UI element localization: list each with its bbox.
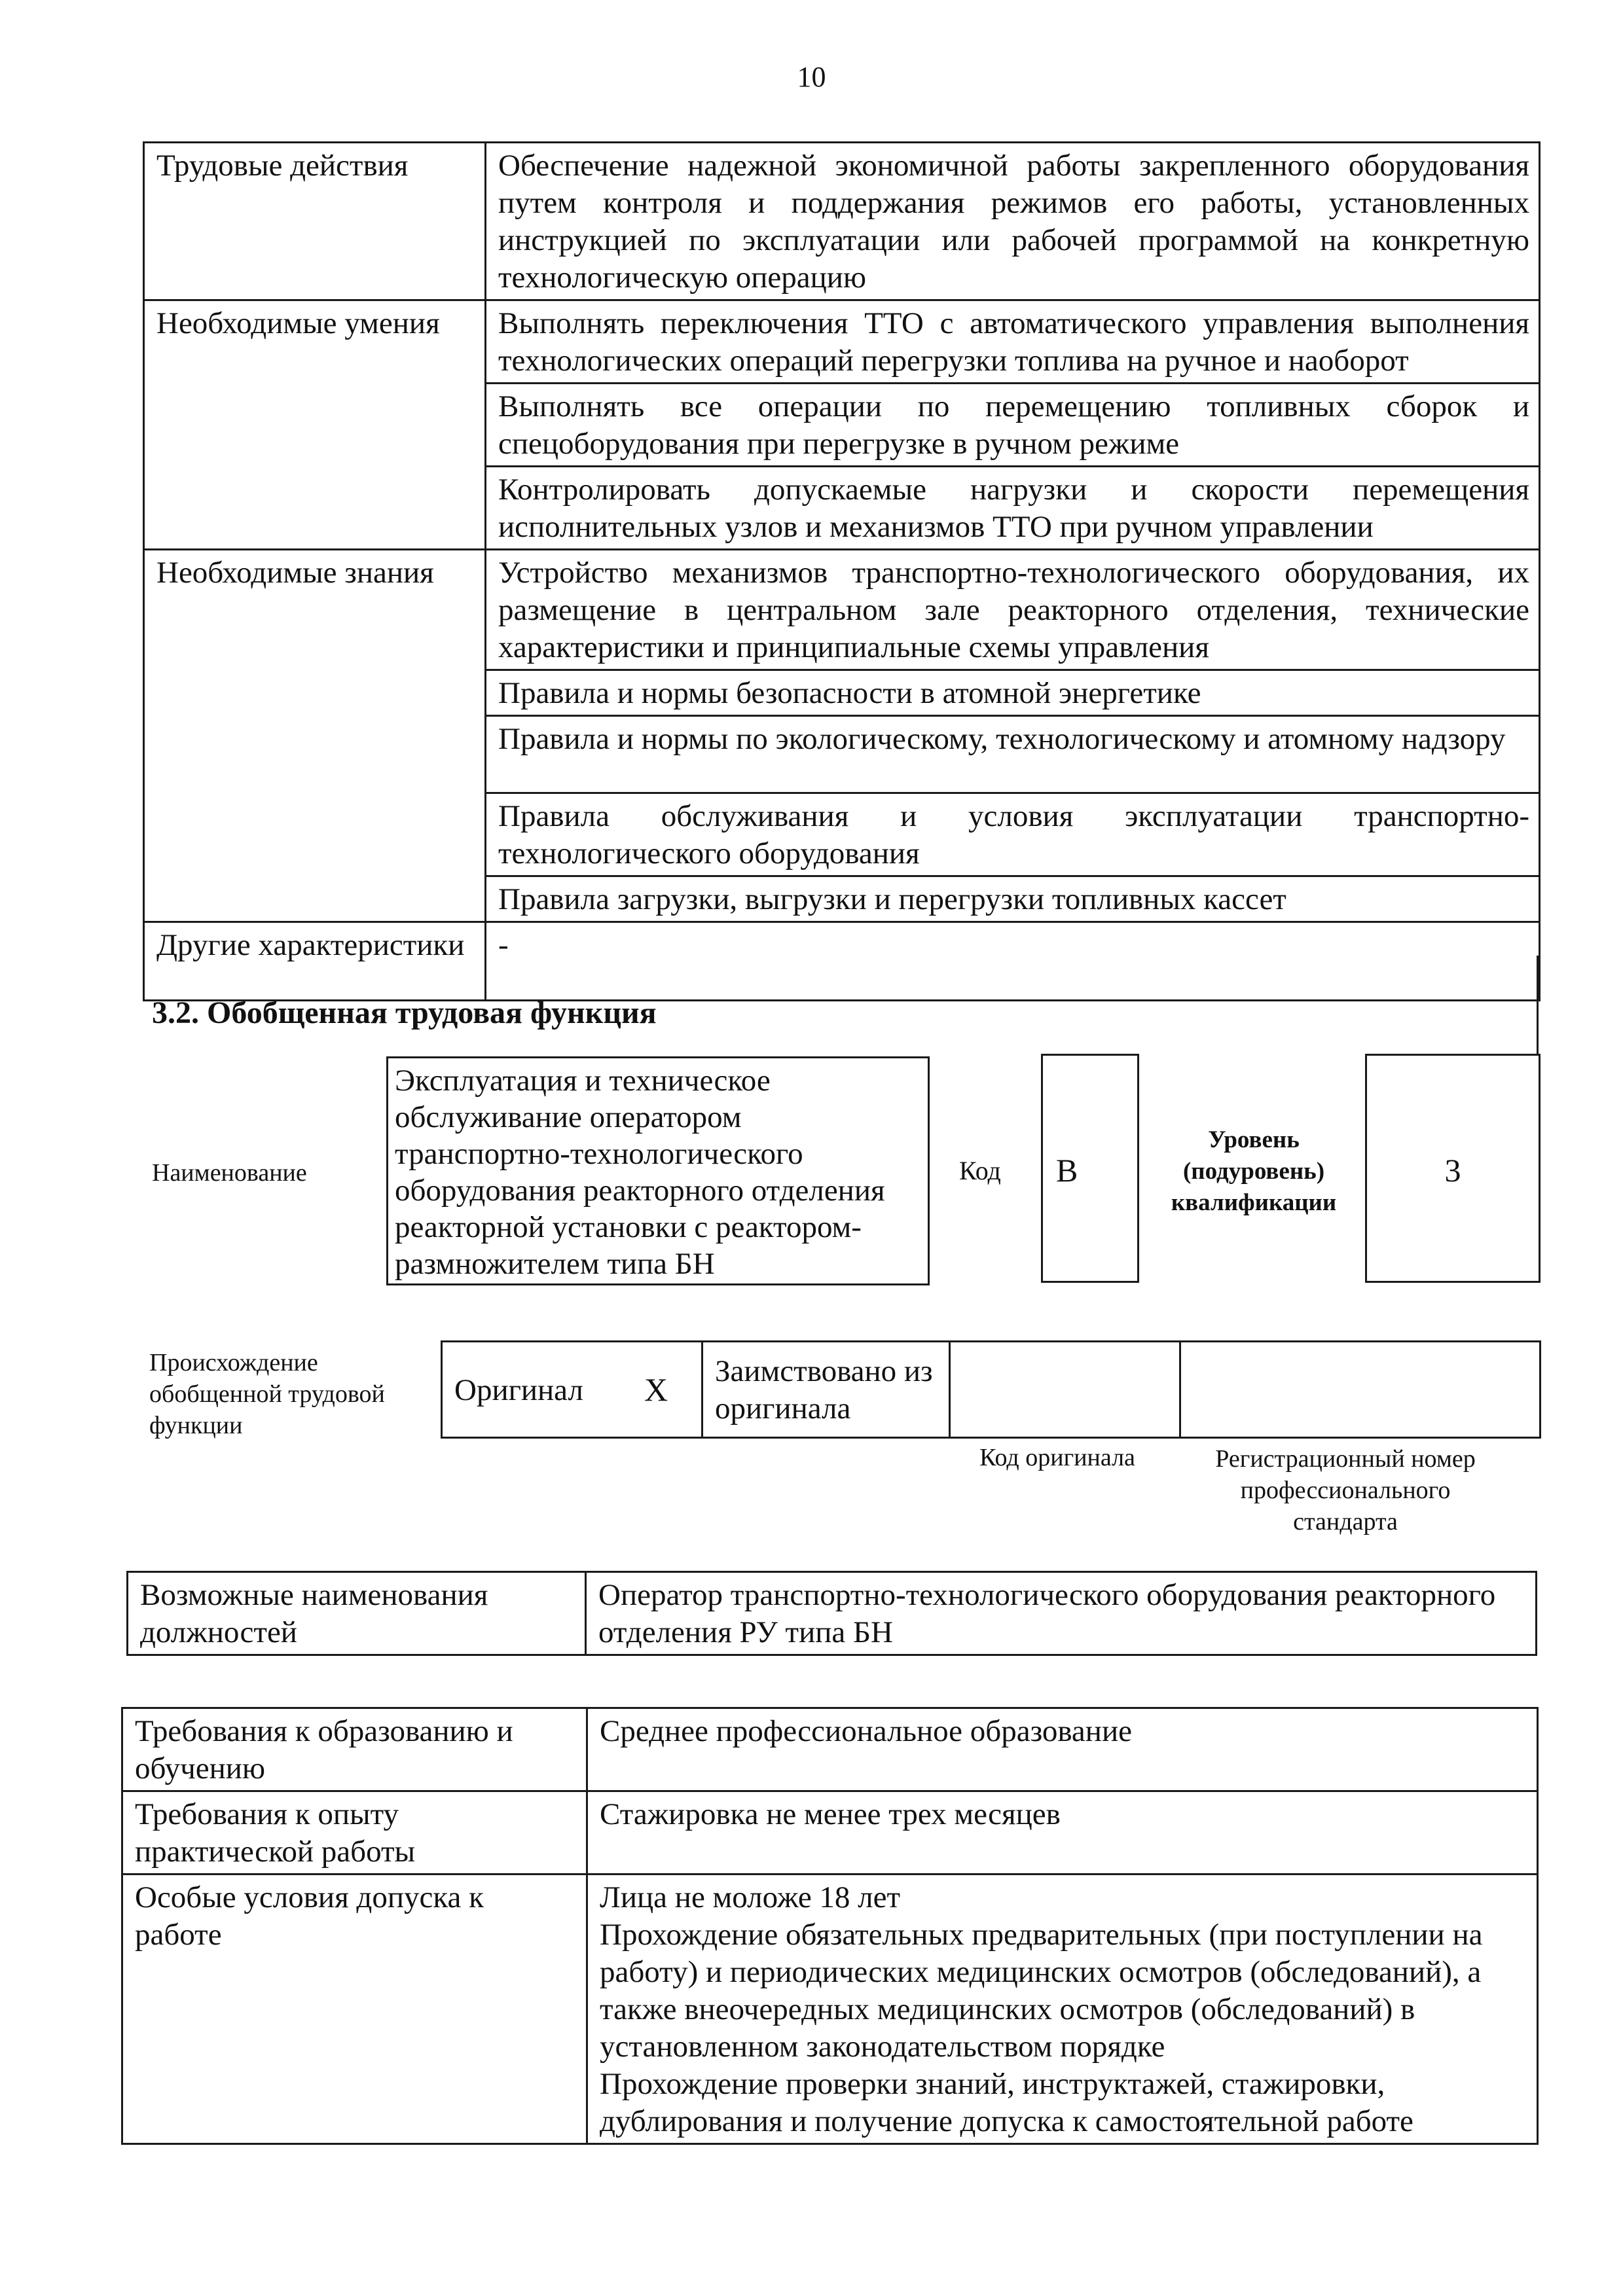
knowledge-text: Правила загрузки, выгрузки и перегрузки топливных кассет <box>486 876 1540 922</box>
origin-original-cell <box>442 1342 702 1438</box>
positions-value: Оператор транспортно-технологического оборудования реакторного отделения РУ типа БН <box>586 1572 1537 1655</box>
skills-label: Необходимые умения <box>144 300 486 550</box>
code-original-cell <box>950 1342 1180 1438</box>
requirements-table <box>121 1707 1539 2145</box>
positions-table <box>126 1571 1537 1656</box>
table-row <box>122 1874 1538 2144</box>
skill-text: Выполнять все операции по перемещению топливных сборок и спецоборудования при перегрузке в ручном режиме <box>486 384 1540 467</box>
conditions-label: Особые условия допуска к работе <box>122 1874 587 2144</box>
knowledge-text: Устройство механизмов транспортно-технологического оборудования, их размещение в центральном зале реакторного отделения, технические характеристики и принципиальные схемы управления <box>486 550 1540 670</box>
name-label: Наименование <box>152 1159 307 1187</box>
borrowed-label: Заимствовано из оригинала <box>702 1342 950 1438</box>
conditions-item: Лица не моложе 18 лет <box>600 1880 901 1914</box>
original-label: Оригинал <box>454 1372 583 1407</box>
code-original-caption: Код оригинала <box>979 1444 1135 1471</box>
table-row <box>128 1572 1537 1655</box>
code-value-box <box>1041 1054 1139 1283</box>
name-value-box <box>386 1056 930 1285</box>
labor-action-text: Обеспечение надежной экономичной работы закрепленного оборудования путем контроля и поддержания режимов его работы, установленных инструкцией по эксплуатации или рабочей программой на конкретную технологическую операцию <box>486 143 1540 300</box>
name-value: Эксплуатация и техническое обслуживание оператором транспортно-технологического оборудования реакторного отделения реакторной установки с реактором-размножителем типа БН <box>395 1064 885 1281</box>
page-number: 10 <box>797 61 826 93</box>
table-row <box>122 1791 1538 1874</box>
other-label: Другие характеристики <box>144 922 486 1001</box>
divider <box>1537 956 1539 1054</box>
level-value-box <box>1365 1054 1541 1283</box>
other-value: - <box>486 922 1540 1001</box>
experience-label: Требования к опыту практической работы <box>122 1791 587 1874</box>
table-row <box>442 1342 1541 1438</box>
level-value: 3 <box>1444 1152 1461 1189</box>
level-label: Уровень (подуровень) квалификации <box>1171 1126 1337 1216</box>
origin-label: Происхождение обобщенной трудовой функции <box>149 1349 385 1439</box>
conditions-cell <box>587 1874 1538 2144</box>
origin-table <box>441 1340 1541 1439</box>
reg-number-cell <box>1180 1342 1541 1438</box>
table-row <box>144 922 1540 1001</box>
section-title: 3.2. Обобщенная трудовая функция <box>152 996 657 1030</box>
skill-text: Выполнять переключения ТТО с автоматического управления выполнения технологических операций перегрузки топлива на ручное и наоборот <box>486 300 1540 384</box>
positions-label: Возможные наименования должностей <box>128 1572 586 1655</box>
reg-number-caption: Регистрационный номер профессионального стандарта <box>1215 1445 1476 1535</box>
table-row <box>144 300 1540 384</box>
education-label: Требования к образованию и обучению <box>122 1708 587 1791</box>
original-mark: Х <box>644 1371 668 1408</box>
conditions-item: Прохождение обязательных предварительных (при поступлении на работу) и периодических медицинских осмотров (обследований), а также внеочередных медицинских осмотров (обследований) в установленном законодательством порядке <box>600 1918 1483 2064</box>
knowledge-label: Необходимые знания <box>144 550 486 922</box>
knowledge-text: Правила и нормы безопасности в атомной энергетике <box>486 670 1540 716</box>
table-row <box>122 1708 1538 1791</box>
conditions-item: Прохождение проверки знаний, инструктажей, стажировки, дублирования и получение допуска к самостоятельной работе <box>600 2067 1413 2138</box>
knowledge-text: Правила обслуживания и условия эксплуатации транспортно-технологического оборудования <box>486 793 1540 876</box>
experience-value: Стажировка не менее трех месяцев <box>587 1791 1538 1874</box>
code-label: Код <box>959 1156 1001 1185</box>
code-value: В <box>1056 1152 1078 1189</box>
table-row <box>144 143 1540 300</box>
labor-actions-label: Трудовые действия <box>144 143 486 300</box>
education-value: Среднее профессиональное образование <box>587 1708 1538 1791</box>
labor-function-table <box>143 141 1541 1001</box>
table-row <box>144 550 1540 670</box>
knowledge-text: Правила и нормы по экологическому, технологическому и атомному надзору <box>486 716 1540 793</box>
skill-text: Контролировать допускаемые нагрузки и скорости перемещения исполнительных узлов и механизмов ТТО при ручном управлении <box>486 467 1540 550</box>
